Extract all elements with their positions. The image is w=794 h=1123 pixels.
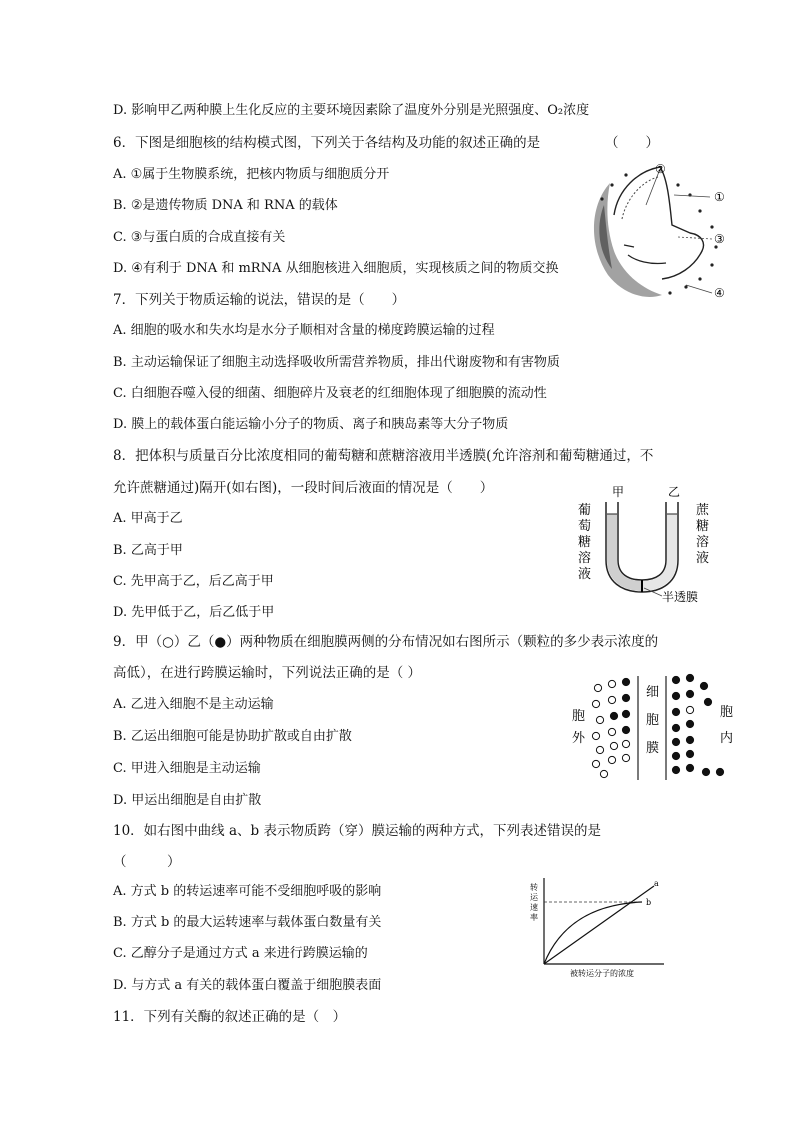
q7-option-b: B. 主动运输保证了细胞主动选择吸收所需营养物质，排出代谢废物和有害物质 [113,355,560,370]
u-tube-membrane-label: 半透膜 [662,590,699,604]
particle-yi [622,726,629,733]
particle-yi [622,678,629,685]
particle-jia [622,754,629,761]
svg-text:胞 内 [720,705,737,746]
particle-yi [672,708,679,715]
nucleus-figure [582,155,732,305]
particle-jia [592,732,599,739]
particle-yi [672,676,679,683]
particle-yi [622,710,629,717]
q9-option-a: A. 乙进入细胞不是主动运输 [113,697,274,712]
q10-stem-1: 10．如右图中曲线 a、b 表示物质跨（穿）膜运输的两种方式，下列表述错误的是 [113,823,601,839]
particle-yi [686,750,693,757]
q7-stem: 7．下列关于物质运输的说法，错误的是（ ） [113,292,406,308]
u-tube-right-c2: 溶 [696,535,710,550]
particle-yi [686,720,693,727]
q8-option-b: B. 乙高于甲 [113,543,183,558]
q9-option-d: D. 甲运出细胞是自由扩散 [113,793,262,808]
particle-yi [716,768,723,775]
q6-option-d: D. ④有利于 DNA 和 mRNA 从细胞核进入细胞质，实现核质之间的物质交换 [113,261,559,276]
membrane-particles-outside [592,678,629,777]
nucleus-label-3: ③ [714,232,725,246]
membrane-particles-inside [672,674,723,775]
membrane-inside-c1: 内 [720,731,734,746]
transport-chart [524,872,674,980]
particle-yi [672,766,679,773]
membrane-label-c0: 细 [646,685,660,700]
q9-option-b: B. 乙运出细胞可能是协助扩散或自由扩散 [113,729,352,744]
q6-option-a: A. ①属于生物膜系统，把核内物质与细胞质分开 [113,167,390,182]
particle-yi [622,694,629,701]
u-tube-left-c0: 葡 [578,503,592,518]
particle-yi [700,682,707,689]
chart-ylabel-c0: 转 [530,883,538,892]
particle-jia [608,756,615,763]
q10-option-d: D. 与方式 a 有关的载体蛋白覆盖于细胞膜表面 [113,978,382,993]
chart-ylabel-c1: 运 [530,893,538,902]
particle-jia [596,746,603,753]
particle-yi [704,698,711,705]
particle-jia [594,684,601,691]
q8-option-a: A. 甲高于乙 [113,511,183,526]
particle-jia [608,696,615,703]
particle-jia [622,740,629,747]
q10-option-a: A. 方式 b 的转运速率可能不受细胞呼吸的影响 [113,884,382,899]
q9-stem-1: 9．甲（○）乙（●）两种物质在细胞膜两侧的分布情况如右图所示（颗粒的多少表示浓度的 [113,634,659,650]
nucleus-label-1: ① [714,190,725,204]
membrane-label-c1: 胞 [646,713,660,728]
q7-option-a: A. 细胞的吸水和失水均是水分子顺相对含量的梯度跨膜运输的过程 [113,323,495,338]
membrane-outside-c0: 胞 [572,709,586,724]
chart-series-b-label: b [646,898,652,907]
u-tube-figure [570,480,720,605]
particle-jia [592,700,599,707]
q7-option-c: C. 白细胞吞噬入侵的细菌、细胞碎片及衰老的红细胞体现了细胞膜的流动性 [113,386,547,401]
particle-yi [686,736,693,743]
chart-ylabel [530,882,541,922]
particle-yi [702,768,709,775]
q10-stem-2: （ ） [113,854,181,870]
svg-text:细 胞 膜 [646,685,663,756]
particle-yi [686,674,693,681]
u-tube-left-c2: 糖 [578,535,592,550]
chart-ylabel-c2: 速 [530,903,538,912]
q6-option-c: C. ③与蛋白质的合成直接有关 [113,230,286,245]
particle-jia [592,760,599,767]
q11-stem: 11．下列有关酶的叙述正确的是（ ） [113,1009,347,1025]
particle-yi [672,738,679,745]
u-tube-left-c4: 液 [578,567,592,582]
u-tube-left-c1: 萄 [578,519,592,534]
chart-ylabel-c3: 率 [530,913,538,922]
membrane-outside-c1: 外 [572,731,586,746]
svg-text:胞 外 [572,709,589,746]
nucleus-label-4: ④ [714,286,725,300]
q5-option-d: D. 影响甲乙两种膜上生化反应的主要环境因素除了温度外分别是光照强度、O₂浓度 [113,103,590,118]
chart-xlabel: 被转运分子的浓度 [570,969,634,978]
membrane-figure [566,668,741,788]
q8-option-d: D. 先甲低于乙，后乙低于甲 [113,605,275,620]
particle-yi [672,692,679,699]
particle-jia [610,742,617,749]
membrane-inside-c0: 胞 [720,705,734,720]
u-tube-label-yi: 乙 [668,485,681,499]
q6-option-b: B. ②是遗传物质 DNA 和 RNA 的载体 [113,198,338,213]
particle-jia [608,728,615,735]
q8-stem-1: 8．把体积与质量百分比浓度相同的葡萄糖和蔗糖溶液用半透膜(允许溶剂和葡萄糖通过，不 [113,448,654,464]
u-tube-left-solution [578,503,595,582]
particle-yi [686,690,693,697]
particle-jia [596,716,603,723]
u-tube-label-jia: 甲 [612,485,625,499]
u-tube-right-c3: 液 [696,551,710,566]
particle-yi [610,712,617,719]
nucleus-label-2: ② [655,162,666,176]
q9-stem-2: 高低），在进行跨膜运输时，下列说法正确的是（ ） [113,665,422,681]
chart-series-a-label: a [654,879,659,888]
q10-option-b: B. 方式 b 的最大运转速率与载体蛋白数量有关 [113,915,382,930]
particle-jia [686,706,693,713]
u-tube-left-c3: 溶 [578,551,592,566]
q6-answer-blank: （ ） [605,135,659,151]
chart-line-a [544,886,654,964]
membrane-label-c2: 膜 [646,741,660,756]
q8-stem-2: 允许蔗糖通过)隔开(如右图)，一段时间后液面的情况是（ ） [113,480,494,496]
u-tube-right-solution [696,502,713,566]
q9-option-c: C. 甲进入细胞是主动运输 [113,761,261,776]
particle-yi [672,752,679,759]
q8-option-c: C. 先甲高于乙，后乙高于甲 [113,574,274,589]
u-tube-right-c1: 糖 [696,519,710,534]
particle-yi [686,764,693,771]
q6-stem: 6．下图是细胞核的结构模式图，下列关于各结构及功能的叙述正确的是 （ ） [113,135,659,151]
particle-yi [672,724,679,731]
q10-option-c: C. 乙醇分子是通过方式 a 来进行跨膜运输的 [113,946,368,961]
particle-jia [608,680,615,687]
chart-line-b [544,902,642,964]
q7-option-d: D. 膜上的载体蛋白能运输小分子的物质、离子和胰岛素等大分子物质 [113,417,509,432]
particle-jia [600,770,607,777]
u-tube-right-c0: 蔗 [696,503,710,518]
